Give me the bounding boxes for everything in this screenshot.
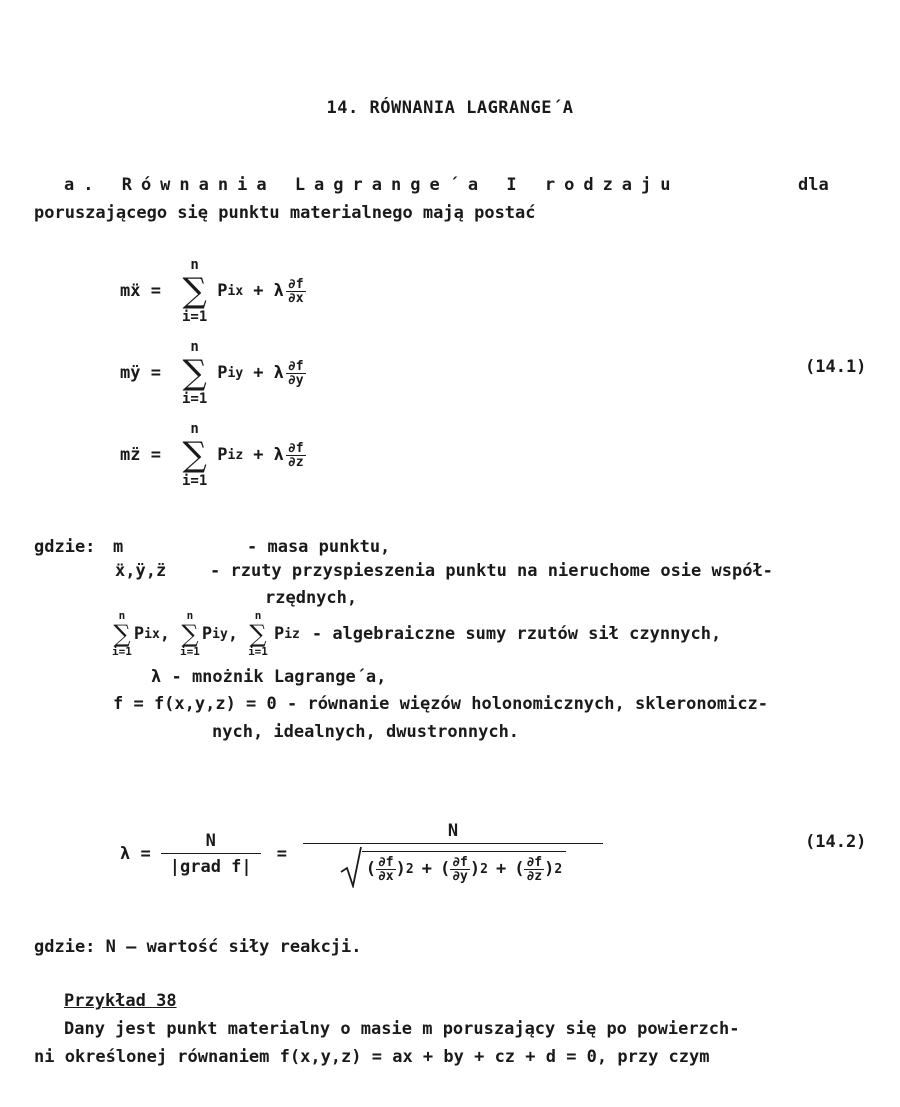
equation-row-y xyxy=(120,337,306,409)
sum-sep: , xyxy=(159,624,171,644)
sum-symbol xyxy=(182,256,207,326)
sqrt-icon xyxy=(340,846,362,888)
partial-fraction xyxy=(286,442,306,469)
equation-number-14-1: (14.1) xyxy=(805,357,867,377)
frac-den: |grad f| xyxy=(169,857,252,877)
sum-lower: i=1 xyxy=(182,391,208,407)
sum-lower: i=1 xyxy=(180,645,200,658)
partial-fraction xyxy=(286,278,306,305)
where-sums-desc: - algebraiczne sumy rzutów sił czynnych, xyxy=(311,624,722,644)
where-acc-symbol: ẍ,ÿ,z̈ xyxy=(115,561,167,581)
sum-symbol xyxy=(112,610,132,658)
equation-14-1 xyxy=(120,255,306,491)
sum-upper: n xyxy=(186,609,194,622)
sigma-glyph: ∑ xyxy=(181,620,199,648)
sigma-glyph: ∑ xyxy=(113,620,131,648)
sum-term-sub: iy xyxy=(212,626,228,642)
power: 2 xyxy=(405,861,414,877)
frac-den: ∂x xyxy=(287,290,304,306)
sum-term: P xyxy=(201,624,213,644)
frac-num: ∂f xyxy=(287,440,304,456)
sum-lower: i=1 xyxy=(112,645,132,658)
eq-term-sub: ix xyxy=(227,283,244,299)
frac-num: N xyxy=(303,821,603,844)
where-acc-desc: - rzuty przyspieszenia punktu na nieruchome osie współ- xyxy=(210,561,773,581)
where-label: gdzie: xyxy=(34,537,96,557)
sum-lower: i=1 xyxy=(248,645,268,658)
eq-term: P xyxy=(217,445,228,465)
frac-num: N xyxy=(161,831,261,854)
eq2-lhs: λ = xyxy=(120,844,151,864)
sum-term: P xyxy=(133,624,145,644)
sum-symbol xyxy=(180,610,200,658)
sigma-glyph: ∑ xyxy=(249,620,267,648)
frac-den: ∂z xyxy=(526,868,543,884)
where-m-symbol: m xyxy=(113,537,124,557)
example-line-1: Dany jest punkt materialny o masie m poruszający się po powierzch- xyxy=(64,1019,740,1039)
sqrt-body: ( $\frac{\partial f}{\partial x}$ ) 2 + ( $\frac{\partial f}{\partial y}$ ) 2 + ( $\frac{\partial f}{\partial z}$ ) 2 xyxy=(362,851,566,883)
frac-den: ∂x xyxy=(377,868,394,884)
sum-term-sub: iz xyxy=(284,626,300,642)
eq-lambda: + λ xyxy=(253,281,284,301)
eq2-fraction-1 xyxy=(161,831,261,877)
example-line-2: ni określonej równaniem f(x,y,z) = ax + by + cz + d = 0, przy czym xyxy=(34,1047,710,1067)
partial-fraction xyxy=(524,856,544,883)
sum-upper: n xyxy=(190,421,199,437)
sum-term: P xyxy=(273,624,285,644)
frac-num: ∂f xyxy=(452,854,468,870)
eq2-equals: = xyxy=(276,844,287,864)
where-reaction: gdzie: N – wartość siły reakcji. xyxy=(34,937,362,957)
equation-row-x xyxy=(120,255,306,327)
eq2-fraction-2 xyxy=(303,821,603,888)
where-m-desc: - masa punktu, xyxy=(247,537,391,557)
frac-den: ∂y xyxy=(287,372,304,388)
where-lambda: λ - mnożnik Lagrange´a, xyxy=(151,667,387,687)
example-heading: Przykład 38 xyxy=(64,991,177,1011)
sum-sep: , xyxy=(227,624,239,644)
eq-lambda: + λ xyxy=(253,363,284,383)
power: 2 xyxy=(554,861,563,877)
frac-num: ∂f xyxy=(377,854,394,870)
power: 2 xyxy=(480,861,488,877)
plus: + xyxy=(495,859,507,879)
section-title: 14. RÓWNANIA LAGRANGE´A xyxy=(326,98,574,118)
sum-symbol xyxy=(248,610,268,658)
frac-den: ∂z xyxy=(287,454,304,470)
eq-lhs: mz̈ = xyxy=(120,445,161,465)
eq-term: P xyxy=(217,363,228,383)
intro-line: poruszającego się punktu materialnego mają postać xyxy=(34,203,536,223)
eq-term-sub: iz xyxy=(227,447,244,463)
sum-upper: n xyxy=(254,609,262,622)
where-acc-desc-cont: rzędnych, xyxy=(265,588,358,608)
partial-fraction xyxy=(376,856,396,883)
sigma-glyph: ∑ xyxy=(182,271,207,311)
sum-upper: n xyxy=(190,257,199,273)
where-sums xyxy=(112,610,721,658)
intro-heading-end: dla xyxy=(798,175,829,195)
equation-number-14-2: (14.2) xyxy=(805,832,867,852)
plus: + xyxy=(421,859,432,879)
eq-term: P xyxy=(217,281,228,301)
sum-symbol xyxy=(182,338,207,408)
eq-lhs: mẍ = xyxy=(120,281,161,301)
where-f: f = f(x,y,z) = 0 - równanie więzów holonomicznych, skleronomicz- xyxy=(113,694,769,714)
frac-num: ∂f xyxy=(287,276,304,292)
sum-upper: n xyxy=(118,609,126,622)
eq-lhs: mÿ = xyxy=(120,363,161,383)
partial-fraction xyxy=(450,856,470,883)
equation-row-z xyxy=(120,419,306,491)
sum-term-sub: ix xyxy=(144,626,160,642)
sigma-glyph: ∑ xyxy=(182,435,207,475)
frac-num: ∂f xyxy=(287,358,304,374)
sum-symbol xyxy=(182,420,207,490)
eq-term-sub: iy xyxy=(227,365,244,381)
equation-14-2 xyxy=(120,818,603,890)
frac-den: ∂y xyxy=(452,868,468,884)
sum-upper: n xyxy=(190,339,199,355)
partial-fraction xyxy=(286,360,306,387)
where-f-cont: nych, idealnych, dwustronnych. xyxy=(212,722,520,742)
sum-lower: i=1 xyxy=(182,309,208,325)
eq-lambda: + λ xyxy=(253,445,284,465)
intro-heading: a. Równania Lagrange´a I rodzaju xyxy=(64,175,680,195)
sum-lower: i=1 xyxy=(182,473,208,489)
frac-num: ∂f xyxy=(526,854,543,870)
sqrt-expression xyxy=(340,846,566,888)
sigma-glyph: ∑ xyxy=(182,353,207,393)
